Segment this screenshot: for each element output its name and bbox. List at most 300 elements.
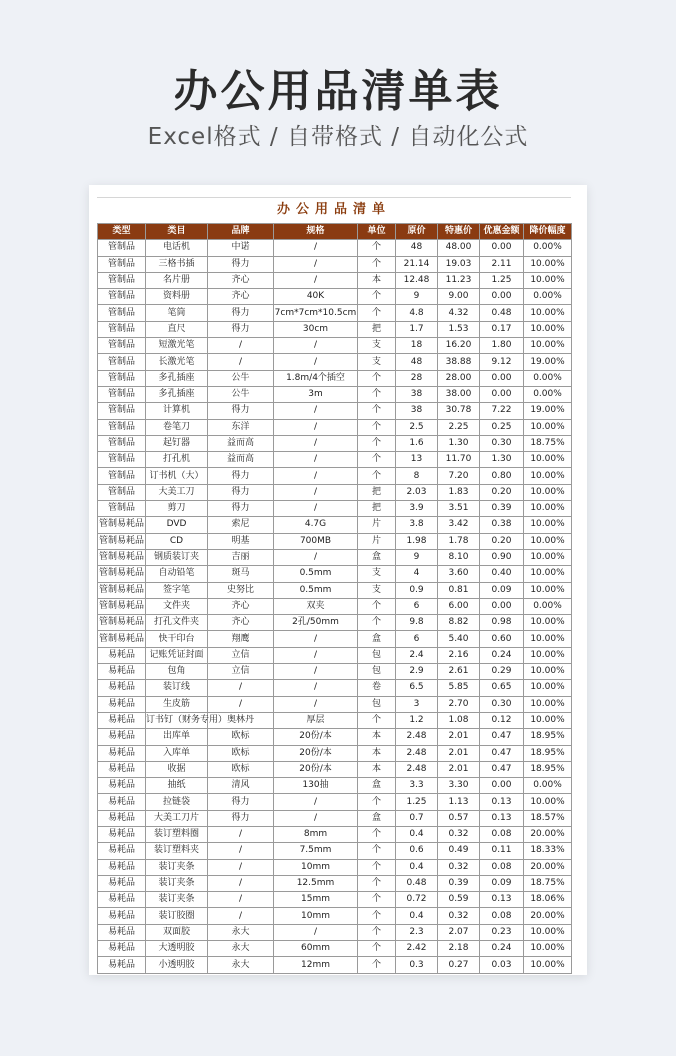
table-cell: 双面胶 — [146, 924, 208, 940]
table-cell: 抽纸 — [146, 778, 208, 794]
table-cell: 管制品 — [98, 419, 146, 435]
table-cell: 易耗品 — [98, 664, 146, 680]
table-cell: 小透明胶 — [146, 957, 208, 973]
table-cell: 0.30 — [480, 696, 524, 712]
table-cell: 0.17 — [480, 321, 524, 337]
column-header: 规格 — [274, 224, 358, 240]
table-cell: 0.25 — [480, 419, 524, 435]
table-cell: 4.32 — [438, 305, 480, 321]
column-header: 类目 — [146, 224, 208, 240]
table-cell: 清风 — [208, 778, 274, 794]
table-cell: 10.00% — [524, 501, 572, 517]
table-cell: 个 — [358, 403, 396, 419]
table-cell: 易耗品 — [98, 957, 146, 973]
table-cell: 电话机 — [146, 240, 208, 256]
table-cell: / — [274, 680, 358, 696]
table-cell: 易耗品 — [98, 941, 146, 957]
table-cell: / — [208, 338, 274, 354]
table-cell: 个 — [358, 386, 396, 402]
table-row — [98, 924, 572, 940]
table-row — [98, 957, 572, 973]
table-cell: / — [274, 256, 358, 272]
table-cell: 得力 — [208, 810, 274, 826]
table-row — [98, 778, 572, 794]
table-cell: 20份/本 — [274, 761, 358, 777]
table-cell: 长激光笔 — [146, 354, 208, 370]
table-cell: 30cm — [274, 321, 358, 337]
table-cell: 得力 — [208, 501, 274, 517]
table-cell: 个 — [358, 794, 396, 810]
table-cell: 0.09 — [480, 875, 524, 891]
table-cell: / — [274, 794, 358, 810]
table-cell: 8.82 — [438, 615, 480, 631]
table-cell: 6 — [396, 631, 438, 647]
table-cell: 个 — [358, 826, 396, 842]
table-cell: 0.08 — [480, 826, 524, 842]
table-cell: 易耗品 — [98, 712, 146, 728]
table-cell: 2.9 — [396, 664, 438, 680]
table-cell: 10.00% — [524, 272, 572, 288]
table-cell: 易耗品 — [98, 875, 146, 891]
table-cell: 0.00 — [480, 370, 524, 386]
table-cell: 易耗品 — [98, 729, 146, 745]
table-row — [98, 484, 572, 500]
table-cell: 易耗品 — [98, 680, 146, 696]
table-cell: / — [274, 696, 358, 712]
table-cell: 管制易耗品 — [98, 533, 146, 549]
table-cell: 10.00% — [524, 680, 572, 696]
table-cell: 0.49 — [438, 843, 480, 859]
table-cell: 大美工刀片 — [146, 810, 208, 826]
table-cell: 10.00% — [524, 452, 572, 468]
table-cell: 2孔/50mm — [274, 615, 358, 631]
table-cell: 管制易耗品 — [98, 566, 146, 582]
table-cell: 18.57% — [524, 810, 572, 826]
table-row — [98, 566, 572, 582]
table-cell: 支 — [358, 338, 396, 354]
table-row — [98, 289, 572, 305]
table-cell: 21.14 — [396, 256, 438, 272]
table-cell: / — [208, 680, 274, 696]
table-cell: 6 — [396, 598, 438, 614]
table-cell: 管制易耗品 — [98, 582, 146, 598]
table-cell: / — [274, 435, 358, 451]
table-cell: 中诺 — [208, 240, 274, 256]
table-cell: 8mm — [274, 826, 358, 842]
table-cell: 0.80 — [480, 468, 524, 484]
table-cell: 5.40 — [438, 631, 480, 647]
table-cell: 0.29 — [480, 664, 524, 680]
table-cell: 把 — [358, 484, 396, 500]
table-cell: 管制品 — [98, 468, 146, 484]
table-cell: 18.75% — [524, 875, 572, 891]
table-cell: 打孔文件夹 — [146, 615, 208, 631]
table-cell: 5.85 — [438, 680, 480, 696]
table-cell: 管制品 — [98, 435, 146, 451]
table-cell: 9 — [396, 289, 438, 305]
table-cell: / — [274, 484, 358, 500]
table-row — [98, 631, 572, 647]
table-row — [98, 370, 572, 386]
table-cell: 20份/本 — [274, 729, 358, 745]
table-cell: 装订夹条 — [146, 875, 208, 891]
table-cell: 2.4 — [396, 647, 438, 663]
table-cell: 盒 — [358, 549, 396, 565]
table-cell: 0.20 — [480, 484, 524, 500]
table-cell: 易耗品 — [98, 843, 146, 859]
table-cell: 1.30 — [480, 452, 524, 468]
table-cell: 2.01 — [438, 761, 480, 777]
table-cell: 7.22 — [480, 403, 524, 419]
table-cell: DVD — [146, 517, 208, 533]
table-cell: 0.00% — [524, 778, 572, 794]
table-cell: 笔筒 — [146, 305, 208, 321]
table-cell: 个 — [358, 435, 396, 451]
table-cell: 0.13 — [480, 794, 524, 810]
table-cell: 易耗品 — [98, 892, 146, 908]
table-cell: 永大 — [208, 924, 274, 940]
table-cell: 个 — [358, 843, 396, 859]
table-cell: 2.11 — [480, 256, 524, 272]
table-cell: 2.25 — [438, 419, 480, 435]
table-cell: 0.47 — [480, 745, 524, 761]
table-cell: 包角 — [146, 664, 208, 680]
table-cell: 快干印台 — [146, 631, 208, 647]
table-cell: 11.70 — [438, 452, 480, 468]
table-cell: 0.24 — [480, 647, 524, 663]
table-cell: 10.00% — [524, 924, 572, 940]
table-cell: 入库单 — [146, 745, 208, 761]
table-cell: / — [274, 272, 358, 288]
table-cell: 订书机（大） — [146, 468, 208, 484]
table-cell: 19.00% — [524, 354, 572, 370]
table-cell: 管制品 — [98, 338, 146, 354]
table-cell: 40K — [274, 289, 358, 305]
table-cell: 得力 — [208, 794, 274, 810]
table-cell: 装订线 — [146, 680, 208, 696]
table-cell: 管制易耗品 — [98, 598, 146, 614]
table-cell: 记账凭证封面 — [146, 647, 208, 663]
table-cell: 管制品 — [98, 305, 146, 321]
table-cell: 1.30 — [438, 435, 480, 451]
table-cell: 易耗品 — [98, 924, 146, 940]
table-cell: 管制品 — [98, 289, 146, 305]
table-cell: 双夹 — [274, 598, 358, 614]
table-cell: 易耗品 — [98, 647, 146, 663]
table-cell: 2.70 — [438, 696, 480, 712]
table-cell: 明基 — [208, 533, 274, 549]
table-cell: 个 — [358, 908, 396, 924]
table-cell: 本 — [358, 729, 396, 745]
table-cell: 个 — [358, 468, 396, 484]
table-cell: 11.23 — [438, 272, 480, 288]
table-cell: 10.00% — [524, 468, 572, 484]
table-cell: 管制品 — [98, 484, 146, 500]
table-cell: 盒 — [358, 631, 396, 647]
table-cell: / — [274, 631, 358, 647]
table-cell: 得力 — [208, 256, 274, 272]
table-cell: 10.00% — [524, 549, 572, 565]
table-cell: 易耗品 — [98, 908, 146, 924]
table-row — [98, 240, 572, 256]
table-cell: 0.90 — [480, 549, 524, 565]
table-row — [98, 941, 572, 957]
table-cell: 12.48 — [396, 272, 438, 288]
table-cell: 60mm — [274, 941, 358, 957]
table-cell: 资料册 — [146, 289, 208, 305]
table-cell: 0.5mm — [274, 582, 358, 598]
table-row — [98, 647, 572, 663]
table-cell: 4.7G — [274, 517, 358, 533]
table-cell: 0.00% — [524, 386, 572, 402]
table-cell: 18.06% — [524, 892, 572, 908]
table-cell: 2.5 — [396, 419, 438, 435]
table-cell: 10.00% — [524, 533, 572, 549]
table-cell: 个 — [358, 712, 396, 728]
table-cell: 斑马 — [208, 566, 274, 582]
table-cell: 个 — [358, 305, 396, 321]
table-row — [98, 256, 572, 272]
table-cell: 30.78 — [438, 403, 480, 419]
table-cell: 立信 — [208, 664, 274, 680]
table-cell: 18 — [396, 338, 438, 354]
table-cell: 18.95% — [524, 729, 572, 745]
table-cell: / — [274, 452, 358, 468]
table-cell: 2.48 — [396, 745, 438, 761]
table-row — [98, 582, 572, 598]
table-cell: 19.03 — [438, 256, 480, 272]
table-cell: 1.7 — [396, 321, 438, 337]
table-cell: 0.30 — [480, 435, 524, 451]
table-cell: 欧标 — [208, 745, 274, 761]
table-cell: / — [274, 501, 358, 517]
table-row — [98, 826, 572, 842]
table-cell: 本 — [358, 745, 396, 761]
table-row — [98, 386, 572, 402]
table-cell: 0.39 — [480, 501, 524, 517]
table-cell: 管制易耗品 — [98, 549, 146, 565]
table-cell: 个 — [358, 941, 396, 957]
table-cell: 0.13 — [480, 892, 524, 908]
table-cell: 个 — [358, 892, 396, 908]
table-row — [98, 680, 572, 696]
table-cell: 大美工刀 — [146, 484, 208, 500]
table-cell: 7cm*7cm*10.5cm — [274, 305, 358, 321]
table-cell: 1.25 — [396, 794, 438, 810]
column-header: 降价幅度 — [524, 224, 572, 240]
table-row — [98, 435, 572, 451]
table-cell: 本 — [358, 761, 396, 777]
table-cell: 0.4 — [396, 908, 438, 924]
table-row — [98, 908, 572, 924]
table-cell: 0.59 — [438, 892, 480, 908]
table-cell: 0.32 — [438, 859, 480, 875]
table-cell: 易耗品 — [98, 696, 146, 712]
table-cell: 个 — [358, 370, 396, 386]
table-row — [98, 549, 572, 565]
table-cell: 28 — [396, 370, 438, 386]
table-cell: 短激光笔 — [146, 338, 208, 354]
table-cell: 签字笔 — [146, 582, 208, 598]
table-cell: 0.60 — [480, 631, 524, 647]
column-header: 类型 — [98, 224, 146, 240]
column-header: 原价 — [396, 224, 438, 240]
table-cell: 多孔插座 — [146, 386, 208, 402]
table-cell: 三格书插 — [146, 256, 208, 272]
table-cell: 支 — [358, 582, 396, 598]
table-cell: 10.00% — [524, 664, 572, 680]
table-cell: 1.13 — [438, 794, 480, 810]
table-cell: 自动铅笔 — [146, 566, 208, 582]
table-cell: 收据 — [146, 761, 208, 777]
table-cell: / — [274, 419, 358, 435]
table-cell: / — [274, 549, 358, 565]
table-cell: 2.42 — [396, 941, 438, 957]
table-cell: 直尺 — [146, 321, 208, 337]
table-cell: 0.23 — [480, 924, 524, 940]
table-cell: 厚层 — [274, 712, 358, 728]
table-cell: 0.27 — [438, 957, 480, 973]
table-cell: 0.39 — [438, 875, 480, 891]
table-cell: 0.11 — [480, 843, 524, 859]
table-cell: 0.32 — [438, 826, 480, 842]
table-header-row — [98, 224, 572, 240]
table-cell: 支 — [358, 354, 396, 370]
table-cell: 装订塑料夹 — [146, 843, 208, 859]
table-cell: 20.00% — [524, 859, 572, 875]
inventory-table — [97, 223, 572, 974]
table-cell: 管制品 — [98, 321, 146, 337]
table-row — [98, 403, 572, 419]
table-cell: 易耗品 — [98, 778, 146, 794]
table-cell: 2.07 — [438, 924, 480, 940]
table-cell: 0.00 — [480, 386, 524, 402]
table-cell: 10.00% — [524, 712, 572, 728]
table-cell: 管制品 — [98, 370, 146, 386]
table-cell: 2.48 — [396, 761, 438, 777]
table-cell: 3.30 — [438, 778, 480, 794]
table-cell: 0.00% — [524, 370, 572, 386]
table-cell: 3m — [274, 386, 358, 402]
table-cell: 10.00% — [524, 647, 572, 663]
table-cell: 包 — [358, 696, 396, 712]
table-cell: 10.00% — [524, 631, 572, 647]
table-row — [98, 745, 572, 761]
table-cell: / — [208, 354, 274, 370]
table-row — [98, 419, 572, 435]
table-cell: 0.12 — [480, 712, 524, 728]
table-row — [98, 761, 572, 777]
table-cell: 9.00 — [438, 289, 480, 305]
table-cell: 0.3 — [396, 957, 438, 973]
table-cell: 28.00 — [438, 370, 480, 386]
table-cell: / — [274, 647, 358, 663]
table-cell: / — [208, 696, 274, 712]
table-cell: 10.00% — [524, 941, 572, 957]
table-cell: 0.00% — [524, 240, 572, 256]
table-cell: 盒 — [358, 778, 396, 794]
table-cell: 多孔插座 — [146, 370, 208, 386]
table-cell: 10.00% — [524, 321, 572, 337]
table-cell: 0.09 — [480, 582, 524, 598]
table-cell: 管制品 — [98, 272, 146, 288]
table-cell: 3.9 — [396, 501, 438, 517]
table-cell: 48 — [396, 240, 438, 256]
table-cell: 18.75% — [524, 435, 572, 451]
table-cell: 12.5mm — [274, 875, 358, 891]
sheet-title: 办公用品清单 — [97, 197, 571, 222]
table-row — [98, 875, 572, 891]
table-cell: 易耗品 — [98, 761, 146, 777]
table-cell: 公牛 — [208, 370, 274, 386]
table-cell: 得力 — [208, 484, 274, 500]
table-cell: 生皮筋 — [146, 696, 208, 712]
table-cell: 个 — [358, 419, 396, 435]
table-cell: / — [208, 892, 274, 908]
table-cell: 个 — [358, 598, 396, 614]
table-cell: 10.00% — [524, 517, 572, 533]
table-cell: 10.00% — [524, 566, 572, 582]
table-cell: 3.60 — [438, 566, 480, 582]
table-cell: 盒 — [358, 810, 396, 826]
table-cell: 起钉器 — [146, 435, 208, 451]
table-cell: 0.4 — [396, 859, 438, 875]
table-cell: 10.00% — [524, 582, 572, 598]
table-cell: 1.8m/4个插空 — [274, 370, 358, 386]
table-cell: 名片册 — [146, 272, 208, 288]
table-cell: 10.00% — [524, 615, 572, 631]
table-cell: 永大 — [208, 957, 274, 973]
table-cell: 10.00% — [524, 957, 572, 973]
table-row — [98, 892, 572, 908]
table-cell: 个 — [358, 859, 396, 875]
table-cell: 700MB — [274, 533, 358, 549]
table-cell: 0.03 — [480, 957, 524, 973]
table-cell: 0.20 — [480, 533, 524, 549]
table-row — [98, 696, 572, 712]
table-cell: 出库单 — [146, 729, 208, 745]
page-title: 办公用品清单表 — [173, 66, 503, 117]
table-cell: 个 — [358, 240, 396, 256]
table-cell: 0.7 — [396, 810, 438, 826]
table-cell: 0.08 — [480, 908, 524, 924]
table-cell: 0.00 — [480, 240, 524, 256]
table-cell: 19.00% — [524, 403, 572, 419]
table-cell: 齐心 — [208, 289, 274, 305]
table-cell: 10.00% — [524, 484, 572, 500]
table-cell: 史努比 — [208, 582, 274, 598]
table-cell: 0.38 — [480, 517, 524, 533]
table-cell: 管制品 — [98, 386, 146, 402]
table-cell: 8.10 — [438, 549, 480, 565]
table-cell: 管制品 — [98, 354, 146, 370]
table-cell: 管制易耗品 — [98, 517, 146, 533]
table-cell: 得力 — [208, 305, 274, 321]
table-cell: 片 — [358, 517, 396, 533]
table-cell: 0.08 — [480, 859, 524, 875]
table-cell: 2.16 — [438, 647, 480, 663]
table-row — [98, 794, 572, 810]
table-cell: 个 — [358, 957, 396, 973]
table-cell: 38 — [396, 386, 438, 402]
table-cell: 0.00 — [480, 778, 524, 794]
table-cell: / — [208, 859, 274, 875]
table-cell: 个 — [358, 924, 396, 940]
table-cell: 1.25 — [480, 272, 524, 288]
table-cell: 10.00% — [524, 305, 572, 321]
table-cell: 20.00% — [524, 908, 572, 924]
table-cell: 1.53 — [438, 321, 480, 337]
